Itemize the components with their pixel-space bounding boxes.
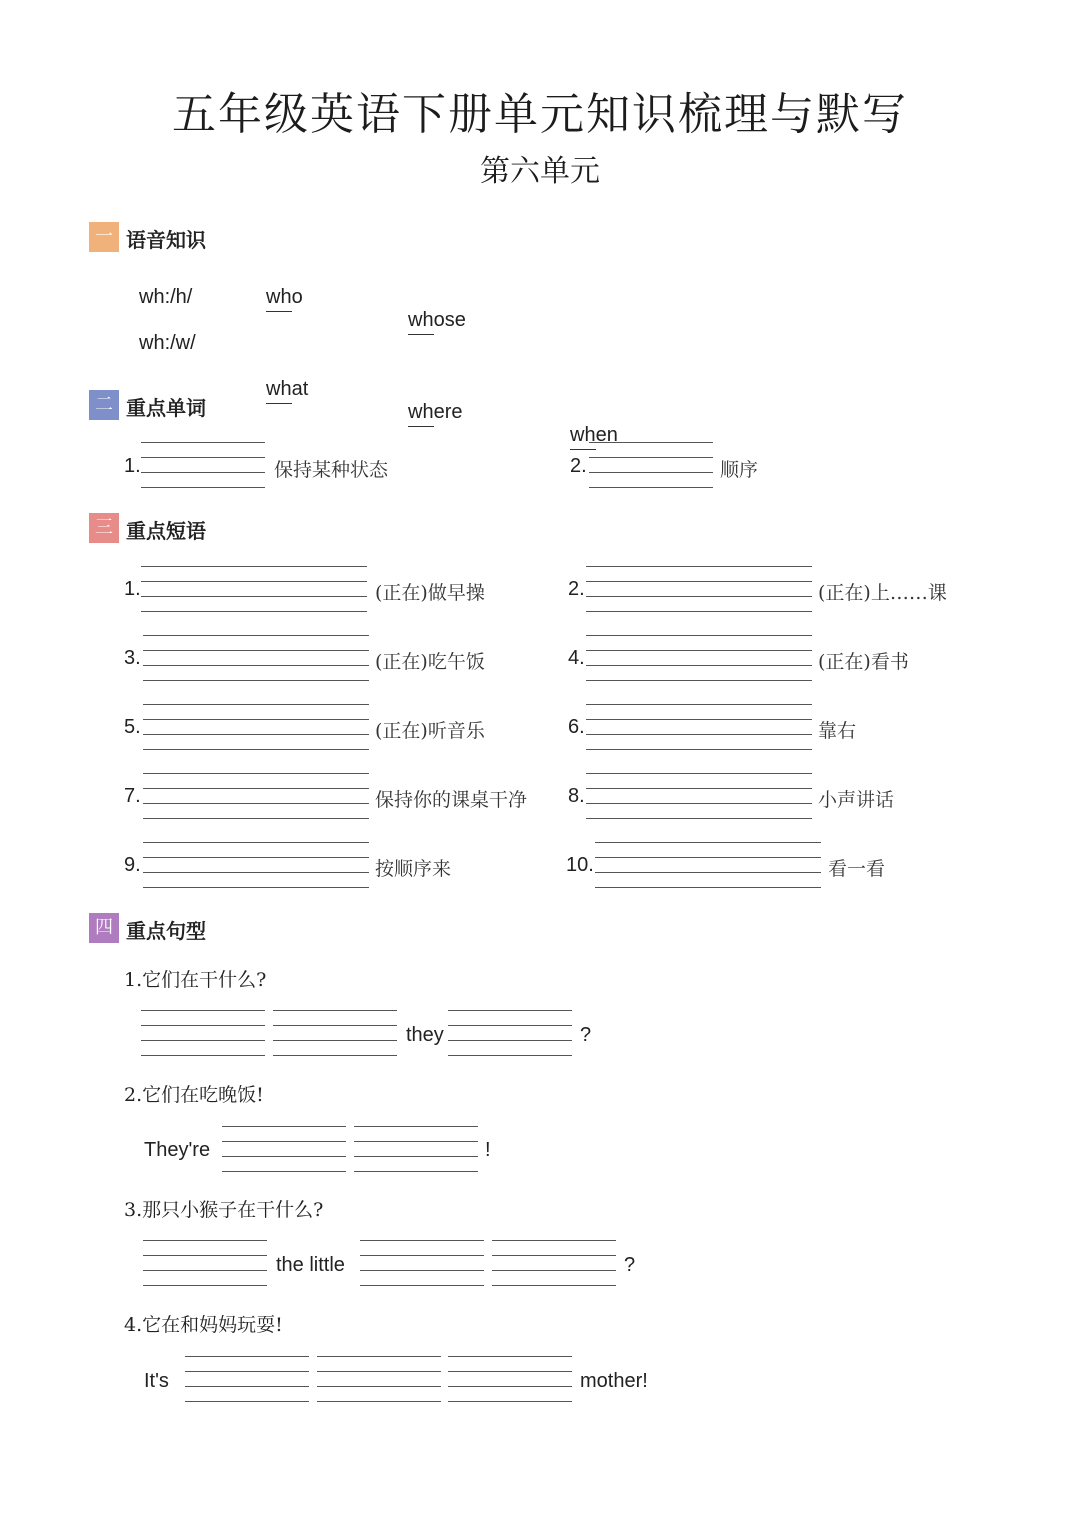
sentence-writing-lines[interactable]: [143, 1240, 267, 1286]
phrase-number: 2.: [568, 578, 585, 600]
sentence-writing-lines[interactable]: [185, 1356, 309, 1402]
sentence-prompt: 3.那只小猴子在干什么?: [124, 1199, 324, 1221]
phonics-word: what: [266, 378, 1080, 401]
sentence-end-punct: !: [485, 1139, 491, 1161]
phrase-meaning: (正在)吃午饭: [375, 651, 485, 673]
vocab-number: 2.: [570, 455, 587, 477]
phrase-meaning: 保持你的课桌干净: [375, 789, 528, 811]
section-4-label: 重点句型: [126, 919, 206, 943]
sentence-writing-lines[interactable]: [354, 1126, 478, 1172]
sentence-writing-lines[interactable]: [222, 1126, 346, 1172]
section-3-badge: 三: [89, 513, 119, 543]
phrase-writing-lines[interactable]: [143, 773, 369, 819]
phonics-word: whose: [408, 309, 1080, 332]
section-1-badge: 一: [89, 222, 119, 252]
sentence-writing-lines[interactable]: [141, 1010, 265, 1056]
sentence-end-punct: ?: [624, 1254, 636, 1276]
section-2-badge: 二: [89, 390, 119, 420]
phrase-writing-lines[interactable]: [141, 566, 367, 612]
phrase-meaning: 小声讲话: [818, 789, 895, 811]
phrase-meaning: 靠右: [818, 720, 857, 742]
sentence-prompt: 1.它们在干什么?: [124, 969, 267, 991]
section-4-badge: 四: [89, 913, 119, 943]
phrase-number: 8.: [568, 785, 585, 807]
section-2-label: 重点单词: [126, 396, 206, 420]
section-3-label: 重点短语: [126, 519, 206, 543]
phrase-meaning: 按顺序来: [375, 858, 452, 880]
phrase-meaning: (正在)看书: [818, 651, 909, 673]
sentence-prompt: 2.它们在吃晚饭!: [124, 1084, 264, 1106]
vocab-number: 1.: [124, 455, 141, 477]
phrase-meaning: (正在)听音乐: [375, 720, 485, 742]
phrase-number: 4.: [568, 647, 585, 669]
sentence-fixed-word: they: [406, 1024, 444, 1046]
phonics-word: who: [266, 286, 1080, 309]
page-subtitle: 第六单元: [480, 154, 600, 189]
phrase-writing-lines[interactable]: [143, 635, 369, 681]
section-1-label: 语音知识: [126, 228, 206, 252]
phrase-writing-lines[interactable]: [595, 842, 821, 888]
vocab-writing-lines[interactable]: [141, 442, 265, 488]
sentence-writing-lines[interactable]: [448, 1010, 572, 1056]
vocab-meaning: 顺序: [720, 459, 759, 481]
sentence-start-word: They're: [144, 1139, 211, 1161]
phrase-writing-lines[interactable]: [586, 635, 812, 681]
phrase-writing-lines[interactable]: [143, 842, 369, 888]
sentence-fixed-word: the little: [276, 1254, 345, 1276]
phrase-writing-lines[interactable]: [586, 704, 812, 750]
phrase-writing-lines[interactable]: [586, 566, 812, 612]
phonics-word: where: [408, 401, 1080, 424]
phrase-number: 7.: [124, 785, 141, 807]
sentence-prompt: 4.它在和妈妈玩耍!: [124, 1314, 283, 1336]
sentence-writing-lines[interactable]: [492, 1240, 616, 1286]
phrase-number: 5.: [124, 716, 141, 738]
phrase-number: 9.: [124, 854, 141, 876]
vocab-writing-lines[interactable]: [589, 442, 713, 488]
sentence-writing-lines[interactable]: [360, 1240, 484, 1286]
phrase-writing-lines[interactable]: [143, 704, 369, 750]
sentence-writing-lines[interactable]: [273, 1010, 397, 1056]
sentence-writing-lines[interactable]: [317, 1356, 441, 1402]
phonics-sound-2: wh:/w/: [139, 332, 196, 354]
phrase-meaning: 看一看: [828, 858, 886, 880]
phrase-number: 6.: [568, 716, 585, 738]
phrase-number: 3.: [124, 647, 141, 669]
sentence-writing-lines[interactable]: [448, 1356, 572, 1402]
phrase-number: 1.: [124, 578, 141, 600]
phrase-number: 10.: [566, 854, 594, 876]
sentence-end-punct: ?: [580, 1024, 592, 1046]
page-title: 五年级英语下册单元知识梳理与默写: [172, 89, 908, 140]
vocab-meaning: 保持某种状态: [274, 459, 389, 481]
phonics-word: when: [570, 424, 1080, 447]
phrase-meaning: (正在)做早操: [375, 582, 485, 604]
sentence-start-word: It's: [144, 1370, 169, 1392]
sentence-end-word: mother!: [580, 1370, 648, 1392]
phrase-writing-lines[interactable]: [586, 773, 812, 819]
phrase-meaning: (正在)上……课: [818, 582, 947, 604]
phonics-sound-1: wh:/h/: [139, 286, 193, 308]
